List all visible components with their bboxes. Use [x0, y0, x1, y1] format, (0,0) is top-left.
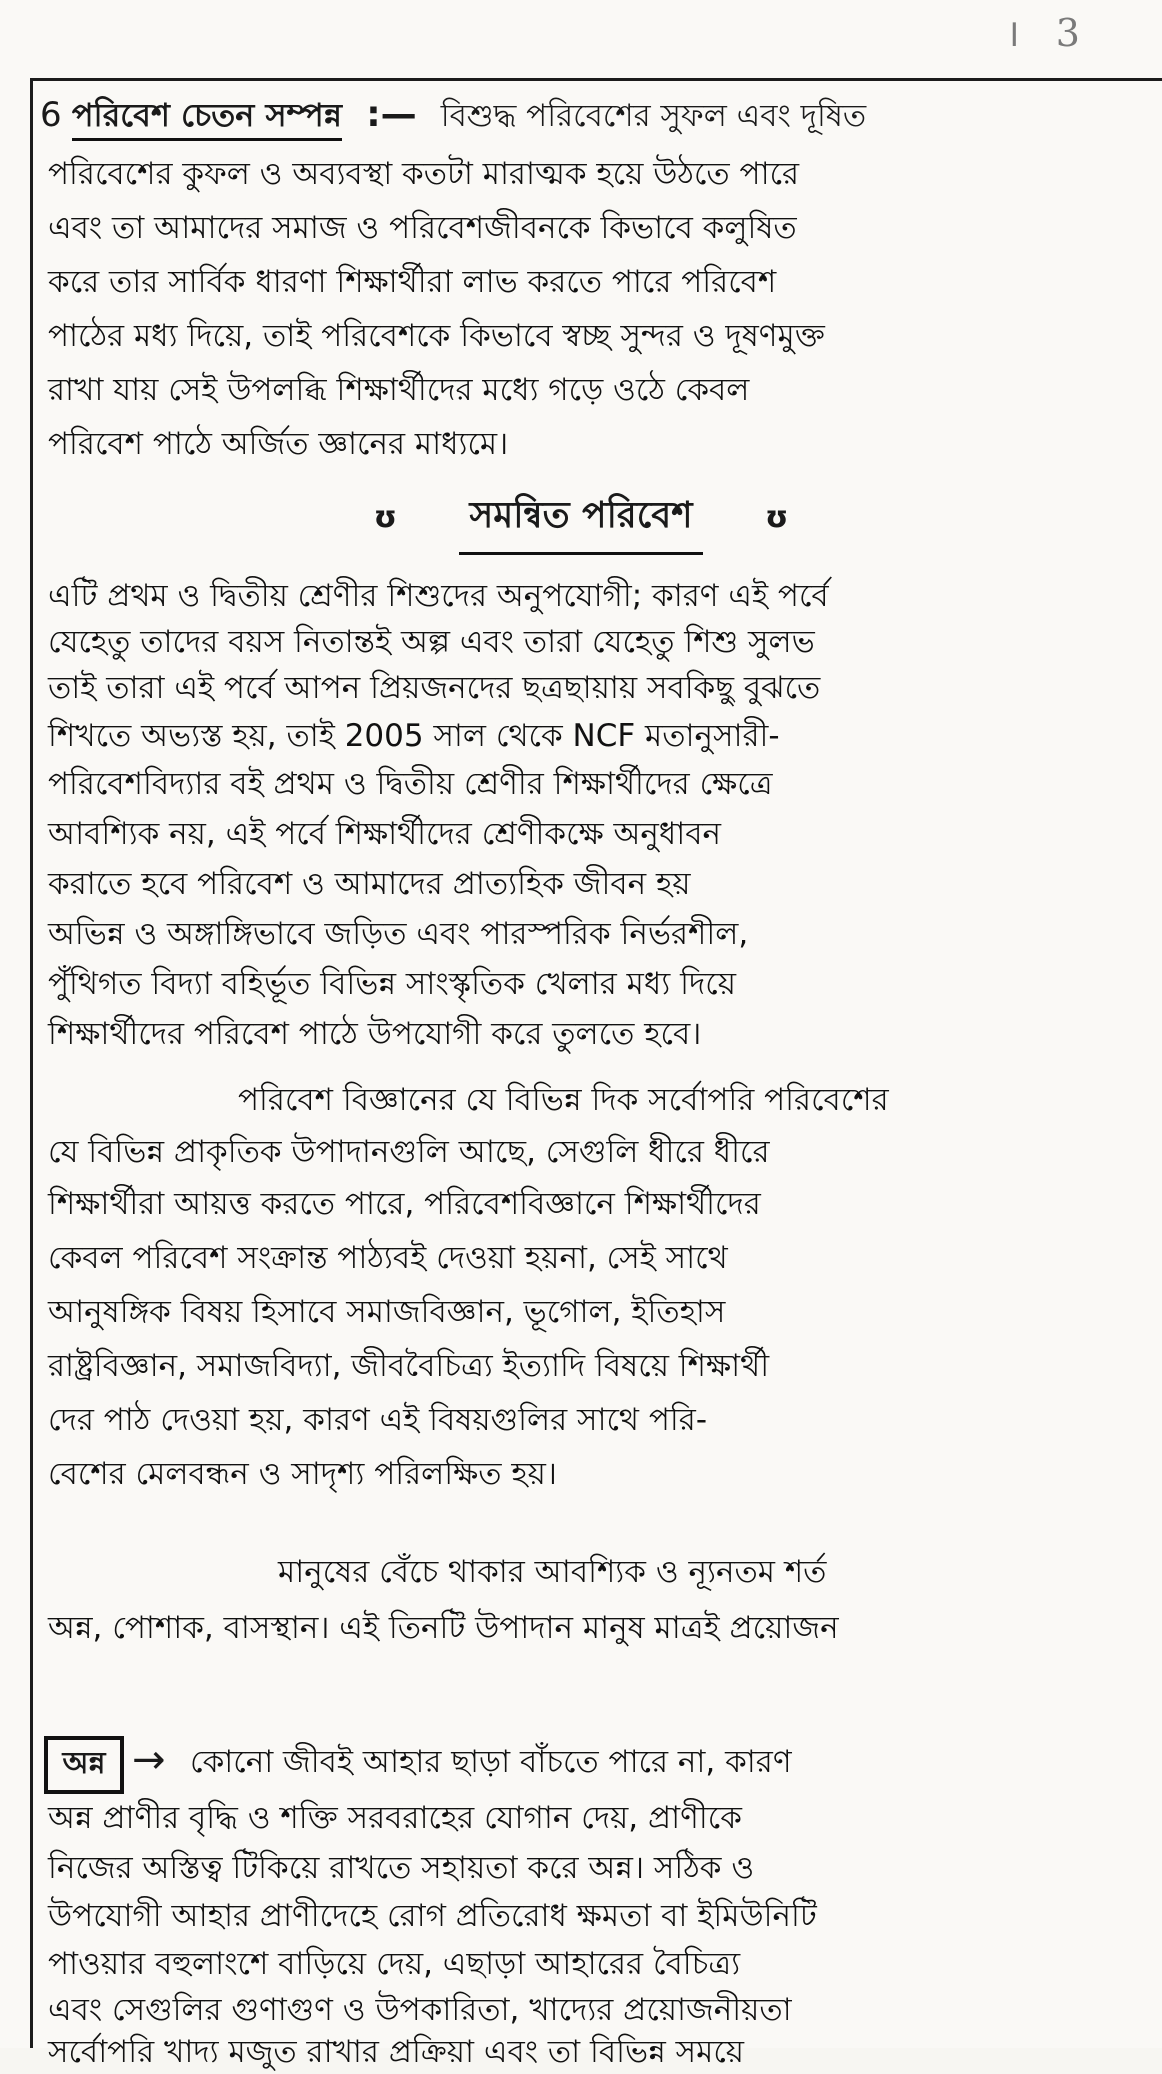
- section-heading-environment-awareness: [40, 90, 866, 144]
- heading-separator: :—: [366, 94, 417, 135]
- page-number: । 3: [1005, 11, 1092, 55]
- arrow-right-icon: →: [132, 1737, 166, 1783]
- decoration-right: ʊ: [765, 500, 789, 535]
- text-line: অন্ন প্রাণীর বৃদ্ধি ও শক্তি সরবরাহের যোগান দেয়, প্রাণীকে: [48, 1800, 742, 1836]
- text-line: বেশের মেলবন্ধন ও সাদৃশ্য পরিলক্ষিত হয়।: [48, 1456, 557, 1492]
- text-line: পরিবেশের কুফল ও অব্যবস্থা কতটা মারাত্মক হয়ে উঠতে পারে: [48, 156, 800, 192]
- text-line: তাই তারা এই পর্বে আপন প্রিয়জনদের ছত্রছায়ায় সবকিছু বুঝতে: [48, 670, 821, 706]
- text-line: কোনো জীবই আহার ছাড়া বাঁচতে পারে না, কারণ: [190, 1744, 792, 1780]
- heading-first-line-text: বিশুদ্ধ পরিবেশের সুফল এবং দূষিত: [440, 98, 867, 134]
- text-line: মানুষের বেঁচে থাকার আবশ্যিক ও ন্যূনতম শর্ত: [278, 1554, 827, 1590]
- text-line: পরিবেশ পাঠে অর্জিত জ্ঞানের মাধ্যমে।: [48, 426, 509, 462]
- text-line: দের পাঠ দেওয়া হয়, কারণ এই বিষয়গুলির সাথে পরি-: [48, 1402, 708, 1438]
- text-line: এবং সেগুলির গুণাগুণ ও উপকারিতা, খাদ্যের প্রয়োজনীয়তা: [48, 1992, 792, 2028]
- text-line: অন্ন, পোশাক, বাসস্থান। এই তিনটি উপাদান মানুষ মাত্রই প্রয়োজন: [48, 1610, 839, 1646]
- text-line: রাষ্ট্রবিজ্ঞান, সমাজবিদ্যা, জীববৈচিত্র্য ইত্যাদি বিষয়ে শিক্ষার্থী: [48, 1348, 770, 1384]
- text-line: উপযোগী আহার প্রাণীদেহে রোগ প্রতিরোধ ক্ষমতা বা ইমিউনিটি: [48, 1898, 817, 1934]
- text-line: সর্বোপরি খাদ্য মজুত রাখার প্রক্রিয়া এবং তা বিভিন্ন সময়ে: [48, 2034, 745, 2070]
- top-rule: [30, 78, 1162, 81]
- text-line: এবং তা আমাদের সমাজ ও পরিবেশজীবনকে কিভাবে কলুষিত: [48, 210, 797, 246]
- text-line: পরিবেশ বিজ্ঞানের যে বিভিন্ন দিক সর্বোপরি পরিবেশের: [238, 1082, 889, 1118]
- text-line: রাখা যায় সেই উপলব্ধি শিক্ষার্থীদের মধ্যে গড়ে ওঠে কেবল: [48, 372, 750, 408]
- text-line: শিক্ষার্থীদের পরিবেশ পাঠে উপযোগী করে তুলতে হবে।: [48, 1016, 702, 1052]
- text-line: এটি প্রথম ও দ্বিতীয় শ্রেণীর শিশুদের অনুপযোগী; কারণ এই পর্বে: [48, 578, 829, 614]
- integrated-environment-title: সমন্বিত পরিবেশ: [459, 488, 702, 555]
- integrated-environment-heading: [0, 488, 1162, 555]
- text-line: আবশ্যিক নয়, এই পর্বে শিক্ষার্থীদের শ্রেণীকক্ষে অনুধাবন: [48, 816, 722, 852]
- decoration-left: ʊ: [373, 500, 397, 535]
- text-line: পুঁথিগত বিদ্যা বহির্ভূত বিভিন্ন সাংস্কৃতিক খেলার মধ্য দিয়ে: [48, 966, 736, 1002]
- text-line: শিখতে অভ্যস্ত হয়, তাই 2005 সাল থেকে NCF মতানুসারী-: [48, 718, 780, 754]
- text-line: যেহেতু তাদের বয়স নিতান্তই অল্প এবং তারা যেহেতু শিশু সুলভ: [48, 624, 815, 660]
- section-number: 6: [40, 95, 62, 135]
- margin-rule: [30, 78, 33, 2048]
- section-title: পরিবেশ চেতন সম্পন্ন: [72, 96, 342, 141]
- text-line: পাওয়ার বহুলাংশে বাড়িয়ে দেয়, এছাড়া আহারের বৈচিত্র্য: [48, 1946, 741, 1982]
- text-line: যে বিভিন্ন প্রাকৃতিক উপাদানগুলি আছে, সেগুলি ধীরে ধীরে: [48, 1134, 770, 1170]
- text-line: অভিন্ন ও অঙ্গাঙ্গিভাবে জড়িত এবং পারস্পরিক নির্ভরশীল,: [48, 916, 749, 952]
- text-line: আনুষঙ্গিক বিষয় হিসাবে সমাজবিজ্ঞান, ভূগোল, ইতিহাস: [48, 1294, 726, 1330]
- text-line: পাঠের মধ্য দিয়ে, তাই পরিবেশকে কিভাবে স্বচ্ছ সুন্দর ও দূষণমুক্ত: [48, 318, 825, 354]
- text-line: শিক্ষার্থীরা আয়ত্ত করতে পারে, পরিবেশবিজ্ঞানে শিক্ষার্থীদের: [48, 1186, 761, 1222]
- text-line: করে তার সার্বিক ধারণা শিক্ষার্থীরা লাভ করতে পারে পরিবেশ: [48, 264, 777, 300]
- food-label-box: অন্ন: [44, 1736, 124, 1794]
- text-line: কেবল পরিবেশ সংক্রান্ত পাঠ্যবই দেওয়া হয়না, সেই সাথে: [48, 1240, 728, 1276]
- text-line: করাতে হবে পরিবেশ ও আমাদের প্রাত্যহিক জীবন হয়: [48, 866, 691, 902]
- text-line: পরিবেশবিদ্যার বই প্রথম ও দ্বিতীয় শ্রেণীর শিক্ষার্থীদের ক্ষেত্রে: [48, 766, 773, 802]
- text-line: নিজের অস্তিত্ব টিকিয়ে রাখতে সহায়তা করে অন্ন। সঠিক ও: [48, 1850, 755, 1886]
